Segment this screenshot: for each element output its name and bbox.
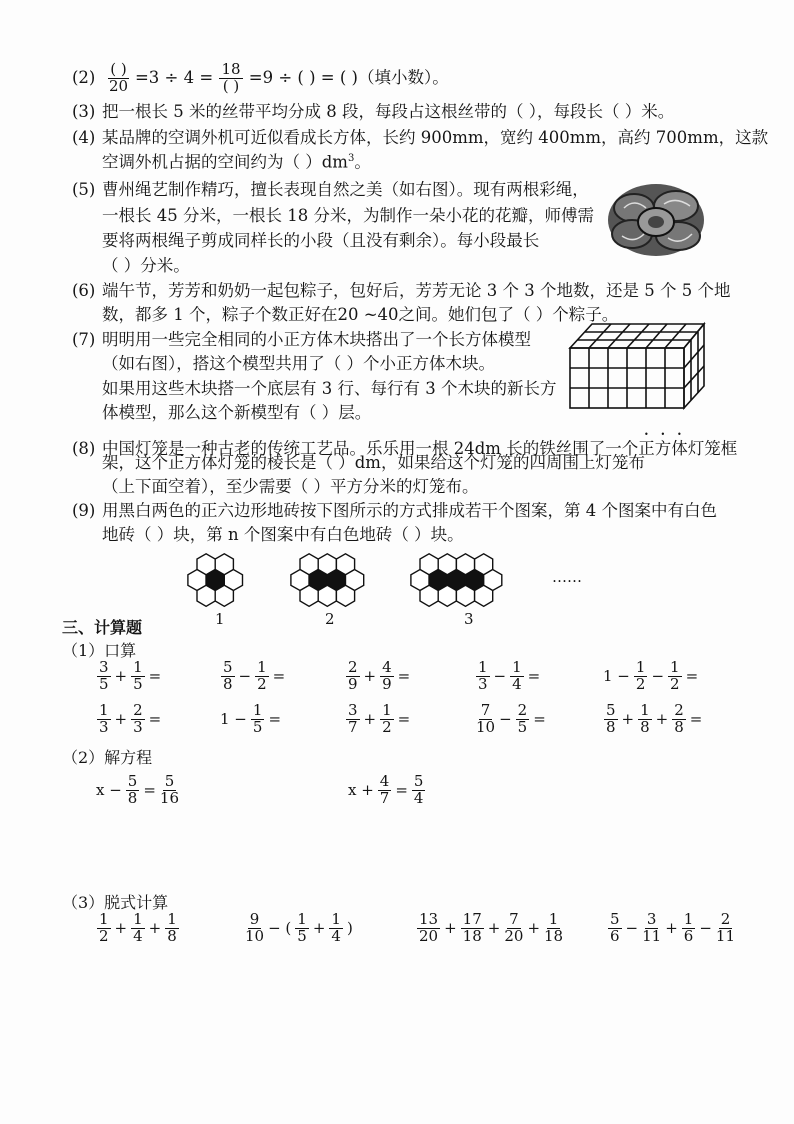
fraction: $\frac{5}{16}$ [159, 772, 180, 807]
fraction-blank-over-20: $\frac{( )}{20}$ [108, 60, 129, 95]
operator: + [312, 918, 326, 937]
oral-calc-item [603, 703, 702, 736]
pattern-label-3: 3 [464, 610, 474, 628]
operator: + [665, 918, 678, 937]
fraction: $\frac{1}{8}$ [167, 910, 177, 945]
operator: = [685, 666, 699, 685]
question-7: (7) 明明用一些完全相同的小正方体木块搭出了一个长方体模型 [72, 330, 531, 349]
emphasized-text: 正方体 [638, 439, 688, 458]
question-3: (3) 把一根长 5 米的丝带平均分成 8 段，每段占这根丝带的（ ），每段长（ ）米。 [72, 102, 675, 121]
question-5-line3: 要将两根绳子剪成同样长的小段（且没有剩余）。每小段最长 [102, 231, 540, 250]
question-8: (8) 中国灯笼是一种古老的传统工艺品。乐乐用一根 24dm 长的铁丝围了一个正方体灯笼框 [72, 439, 738, 458]
fraction: $\frac{3}{7}$ [348, 701, 358, 736]
question-5: (5) 曹州绳艺制作精巧，擅长表现自然之美（如右图）。现有两根彩绳， [72, 180, 589, 199]
operator: ) [346, 918, 353, 937]
operator: + [363, 666, 377, 685]
operator: = [527, 666, 541, 685]
fraction: $\frac{5}{6}$ [610, 910, 620, 945]
fraction: $\frac{1}{18}$ [544, 910, 564, 945]
question-7-line4: 体模型，那么这个新模型有（ ）层。 [102, 403, 372, 422]
operator: + [114, 666, 128, 685]
operator: − [238, 666, 252, 685]
white-hexagon-tile [215, 585, 233, 606]
fraction: $\frac{2}{11}$ [715, 910, 736, 945]
question-2: (2) $\frac{( )}{20}$ =3 ÷ 4 = $\frac{18}{( )}$ =9 ÷ ( ) = ( )（填小数）。 [72, 60, 449, 95]
fraction: $\frac{4}{7}$ [379, 772, 390, 807]
section-3-title: 三、计算题 [62, 618, 143, 637]
fraction: $\frac{3}{5}$ [99, 658, 109, 693]
oral-calc-heading: （1）口算 [62, 641, 137, 660]
fraction: $\frac{1}{4}$ [512, 658, 522, 693]
operator: = [689, 709, 703, 728]
question-6: (6) 端午节，芳芳和奶奶一起包粽子，包好后，芳芳无论 3 个 3 个地数，还是 5 个 5 个地 [72, 281, 731, 300]
equation-item [348, 774, 426, 807]
white-hexagon-tile [318, 585, 336, 606]
fraction: $\frac{1}{5}$ [252, 701, 263, 736]
hexagon-patterns-figure [180, 545, 600, 615]
oral-calc-item [345, 703, 410, 736]
fraction: $\frac{1}{2}$ [635, 658, 646, 693]
fraction: $\frac{1}{3}$ [99, 701, 109, 736]
question-8-line2: 架，这个正方体灯笼的棱长是（ ）dm，如果给这个灯笼的四周围上灯笼布 [102, 453, 645, 472]
oral-calc-item [475, 660, 540, 693]
oral-calc-item [96, 660, 161, 693]
question-7-line3: 如果用这些木块搭一个底层有 3 行、每行有 3 个木块的新长方 [102, 379, 557, 398]
white-hexagon-tile [197, 585, 215, 606]
pattern-label-1: 1 [215, 610, 225, 628]
question-6-line2: 数，都多 1 个，粽子个数正好在20 ~40之间。她们包了（ ）个粽子。 [102, 305, 619, 324]
fraction: $\frac{1}{2}$ [99, 910, 109, 945]
fraction: $\frac{1}{2}$ [670, 658, 680, 693]
fraction: $\frac{1}{6}$ [683, 910, 694, 945]
white-hexagon-tile [420, 585, 438, 606]
operator: + [148, 918, 162, 937]
fraction: $\frac{1}{5}$ [297, 910, 307, 945]
fraction: $\frac{5}{8}$ [127, 772, 138, 807]
white-hexagon-tile [475, 585, 493, 606]
cube-model-image [568, 320, 706, 410]
operator: x − [96, 780, 122, 799]
operator: + [444, 918, 457, 937]
fraction: $\frac{5}{4}$ [413, 772, 424, 807]
white-hexagon-tile [300, 585, 318, 606]
step-calc-item [416, 912, 564, 945]
fraction: $\frac{1}{2}$ [382, 701, 392, 736]
operator: + [655, 709, 669, 728]
step-calc-item [96, 912, 180, 945]
operator: 1 − [220, 709, 247, 728]
equation-item [96, 774, 180, 807]
operator: x + [348, 780, 374, 799]
fraction: $\frac{1}{2}$ [257, 658, 267, 693]
question-9-line2: 地砖（ ）块，第 n 个图案中有白色地砖（ ）块。 [102, 525, 464, 544]
operator: + [363, 709, 377, 728]
operator: + [487, 918, 501, 937]
fraction: $\frac{2}{3}$ [133, 701, 143, 736]
fraction: $\frac{7}{10}$ [476, 701, 496, 736]
fraction: $\frac{13}{20}$ [419, 910, 439, 945]
question-8-line3: （上下面空着），至少需要（ ）平方分米的灯笼布。 [102, 477, 479, 496]
operator: − [493, 666, 507, 685]
operator: = [148, 709, 162, 728]
question-9: (9) 用黑白两色的正六边形地砖按下图所示的方式排成若干个图案，第 4 个图案中有白色 [72, 501, 717, 520]
fraction: $\frac{1}{4}$ [133, 910, 143, 945]
operator: = [395, 780, 408, 799]
fraction: $\frac{7}{20}$ [504, 910, 524, 945]
question-4-line2: 空调外机占据的空间约为（ ）$dm^3$。 [102, 152, 371, 172]
fraction: $\frac{2}{9}$ [348, 658, 358, 693]
question-5-line4: （ ）分米。 [102, 256, 190, 275]
question-number: (2) [72, 67, 96, 87]
operator: − [699, 918, 712, 937]
operator: = [268, 709, 282, 728]
operator: − [499, 709, 512, 728]
fraction: $\frac{5}{8}$ [223, 658, 233, 693]
rope-flower-image [604, 178, 708, 260]
pattern-ellipsis: …… [552, 568, 582, 586]
fraction: $\frac{2}{5}$ [517, 701, 528, 736]
step-calc-item [244, 912, 353, 945]
oral-calc-item [220, 703, 281, 736]
fraction: $\frac{17}{18}$ [462, 910, 482, 945]
operator: + [527, 918, 541, 937]
question-4: (4) 某品牌的空调外机可近似看成长方体，长约 900mm，宽约 400mm，高约 700mm，这款 [72, 128, 769, 147]
oral-calc-item [475, 703, 546, 736]
equation-heading: （2）解方程 [62, 748, 153, 767]
operator: = [397, 709, 411, 728]
operator: = [272, 666, 286, 685]
question-5-line2: 一根长 45 分米，一根长 18 分米，为制作一朵小花的花瓣，师傅需 [102, 206, 594, 225]
fraction-18-over-blank: $\frac{18}{( )}$ [221, 60, 241, 95]
fraction: $\frac{3}{11}$ [642, 910, 662, 945]
operator: − [625, 918, 639, 937]
operator: − ( [268, 918, 292, 937]
step-calc-item [607, 912, 736, 945]
operator: + [114, 709, 128, 728]
operator: = [533, 709, 546, 728]
fraction: $\frac{2}{8}$ [674, 701, 684, 736]
oral-calc-item [96, 703, 161, 736]
fraction: $\frac{1}{5}$ [133, 658, 143, 693]
fraction: $\frac{4}{9}$ [382, 658, 392, 693]
fraction: $\frac{5}{8}$ [606, 701, 616, 736]
operator: = [397, 666, 411, 685]
oral-calc-item [345, 660, 410, 693]
pattern-label-2: 2 [325, 610, 335, 628]
fraction: $\frac{1}{3}$ [478, 658, 488, 693]
operator: + [621, 709, 635, 728]
white-hexagon-tile [438, 585, 456, 606]
operator: 1 − [603, 666, 630, 685]
fraction: $\frac{9}{10}$ [245, 910, 265, 945]
oral-calc-item [220, 660, 285, 693]
white-hexagon-tile [456, 585, 474, 606]
white-hexagon-tile [336, 585, 354, 606]
operator: − [651, 666, 665, 685]
operator: = [148, 666, 162, 685]
operator: = [143, 780, 156, 799]
operator: + [114, 918, 128, 937]
fraction: $\frac{1}{8}$ [640, 701, 650, 736]
question-7-line2: （如右图），搭这个模型共用了（ ）个小正方体木块。 [102, 354, 495, 373]
oral-calc-item [603, 660, 698, 693]
fraction: $\frac{1}{4}$ [331, 910, 341, 945]
step-calc-heading: （3）脱式计算 [62, 893, 169, 912]
